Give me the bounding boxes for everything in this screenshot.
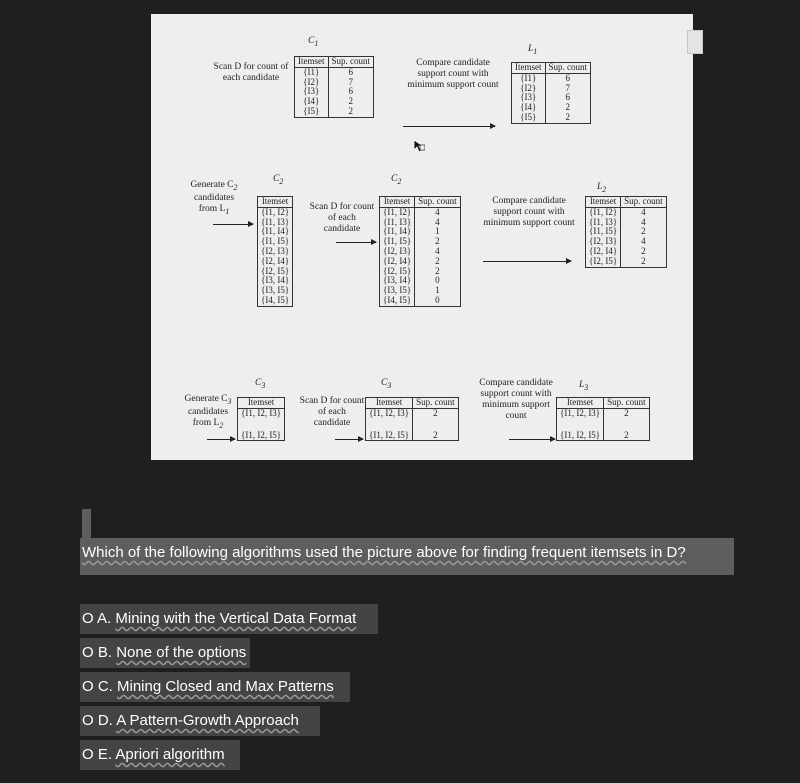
compare2-table-title: $L_2$ [597, 182, 607, 194]
compare1-arrow [403, 126, 495, 127]
scan1-step-label: Scan D for count of each candidate [213, 62, 289, 83]
gen3-table-title: $C_3$ [255, 378, 266, 390]
radio-icon[interactable]: O [82, 746, 94, 763]
scan2-table: Itemset Sup. count {I1, I2} 4 {I1, I3} 4 {I1, I4} 1 {I1, I5} 2 {I2, I3} 4 {I2, I4} 2 {I2, I5} 2 {I3, I4} 0 {I3, I5} 1 {I4, I5} 0 [379, 196, 461, 307]
gen2-table: Itemset {I1, I2} {I1, I3} {I1, I4} {I1, I5} {I2, I3} {I2, I4} {I2, I5} {I3, I4} {I3, I5} {I4, I5} [257, 196, 293, 307]
compare3-table-title: $L_3$ [579, 380, 589, 392]
scan3-table: Itemset Sup. count {I1, I2, I3} 2 {I1, I2, I5} 2 [365, 397, 459, 441]
option-c[interactable]: O C. Mining Closed and Max Patterns [80, 672, 350, 702]
compare1-step-label: Compare candidate support count with minimum support count [407, 58, 499, 90]
gen2-arrow [213, 224, 253, 225]
scan1-table: Itemset Sup. count {I1} 6 {I2} 7 {I3} 6 {I4} 2 {I5} 2 [294, 56, 374, 118]
compare3-arrow [509, 439, 555, 440]
question-text: Which of the following algorithms used the picture above for finding frequent itemsets in D? [80, 538, 734, 575]
option-e[interactable]: O E. Apriori algorithm [80, 740, 240, 770]
gen2-table-title: $C_2$ [273, 174, 284, 186]
compare2-table: Itemset Sup. count {I1, I2} 4 {I1, I3} 4 {I1, I5} 2 {I2, I3} 4 {I2, I4} 2 {I2, I5} 2 [585, 196, 667, 268]
option-b[interactable]: O B. None of the options [80, 638, 250, 668]
scan3-step-label: Scan D for count of each candidate [299, 396, 365, 428]
compare3-step-label: Compare candidate support count with minimum support count [479, 378, 553, 421]
compare2-step-label: Compare candidate support count with minimum support count [483, 196, 575, 228]
scan2-arrow [336, 242, 376, 243]
mouse-cursor-icon [413, 139, 425, 153]
radio-icon[interactable]: O [82, 644, 94, 661]
scan2-step-label: Scan D for count of each candidate [309, 202, 375, 234]
radio-icon[interactable]: O [82, 712, 94, 729]
scan2-table-title: $C_2$ [391, 174, 402, 186]
apriori-figure [151, 14, 693, 460]
scan3-arrow [335, 439, 363, 440]
gen3-step-label: Generate $C_3$ candidates from $L_2$ [184, 394, 232, 430]
radio-icon[interactable]: O [82, 678, 94, 695]
scan1-table-title: $C_1$ [308, 36, 319, 48]
radio-icon[interactable]: O [82, 610, 94, 627]
gen2-step-label: Generate $C_2$ candidates from $L_1$ [190, 180, 238, 216]
compare2-arrow [483, 261, 571, 262]
compare1-table-title: $L_1$ [528, 44, 538, 56]
option-d[interactable]: O D. A Pattern-Growth Approach [80, 706, 320, 736]
corner-box [687, 30, 703, 54]
scan3-table-title: $C_3$ [381, 378, 392, 390]
compare3-table: Itemset Sup. count {I1, I2, I3} 2 {I1, I2, I5} 2 [556, 397, 650, 441]
gen3-table: Itemset {I1, I2, I3} {I1, I2, I5} [237, 397, 285, 441]
option-a[interactable]: O A. Mining with the Vertical Data Format [80, 604, 378, 634]
gen3-arrow [207, 439, 235, 440]
compare1-table: Itemset Sup. count {I1} 6 {I2} 7 {I3} 6 {I4} 2 {I5} 2 [511, 62, 591, 124]
